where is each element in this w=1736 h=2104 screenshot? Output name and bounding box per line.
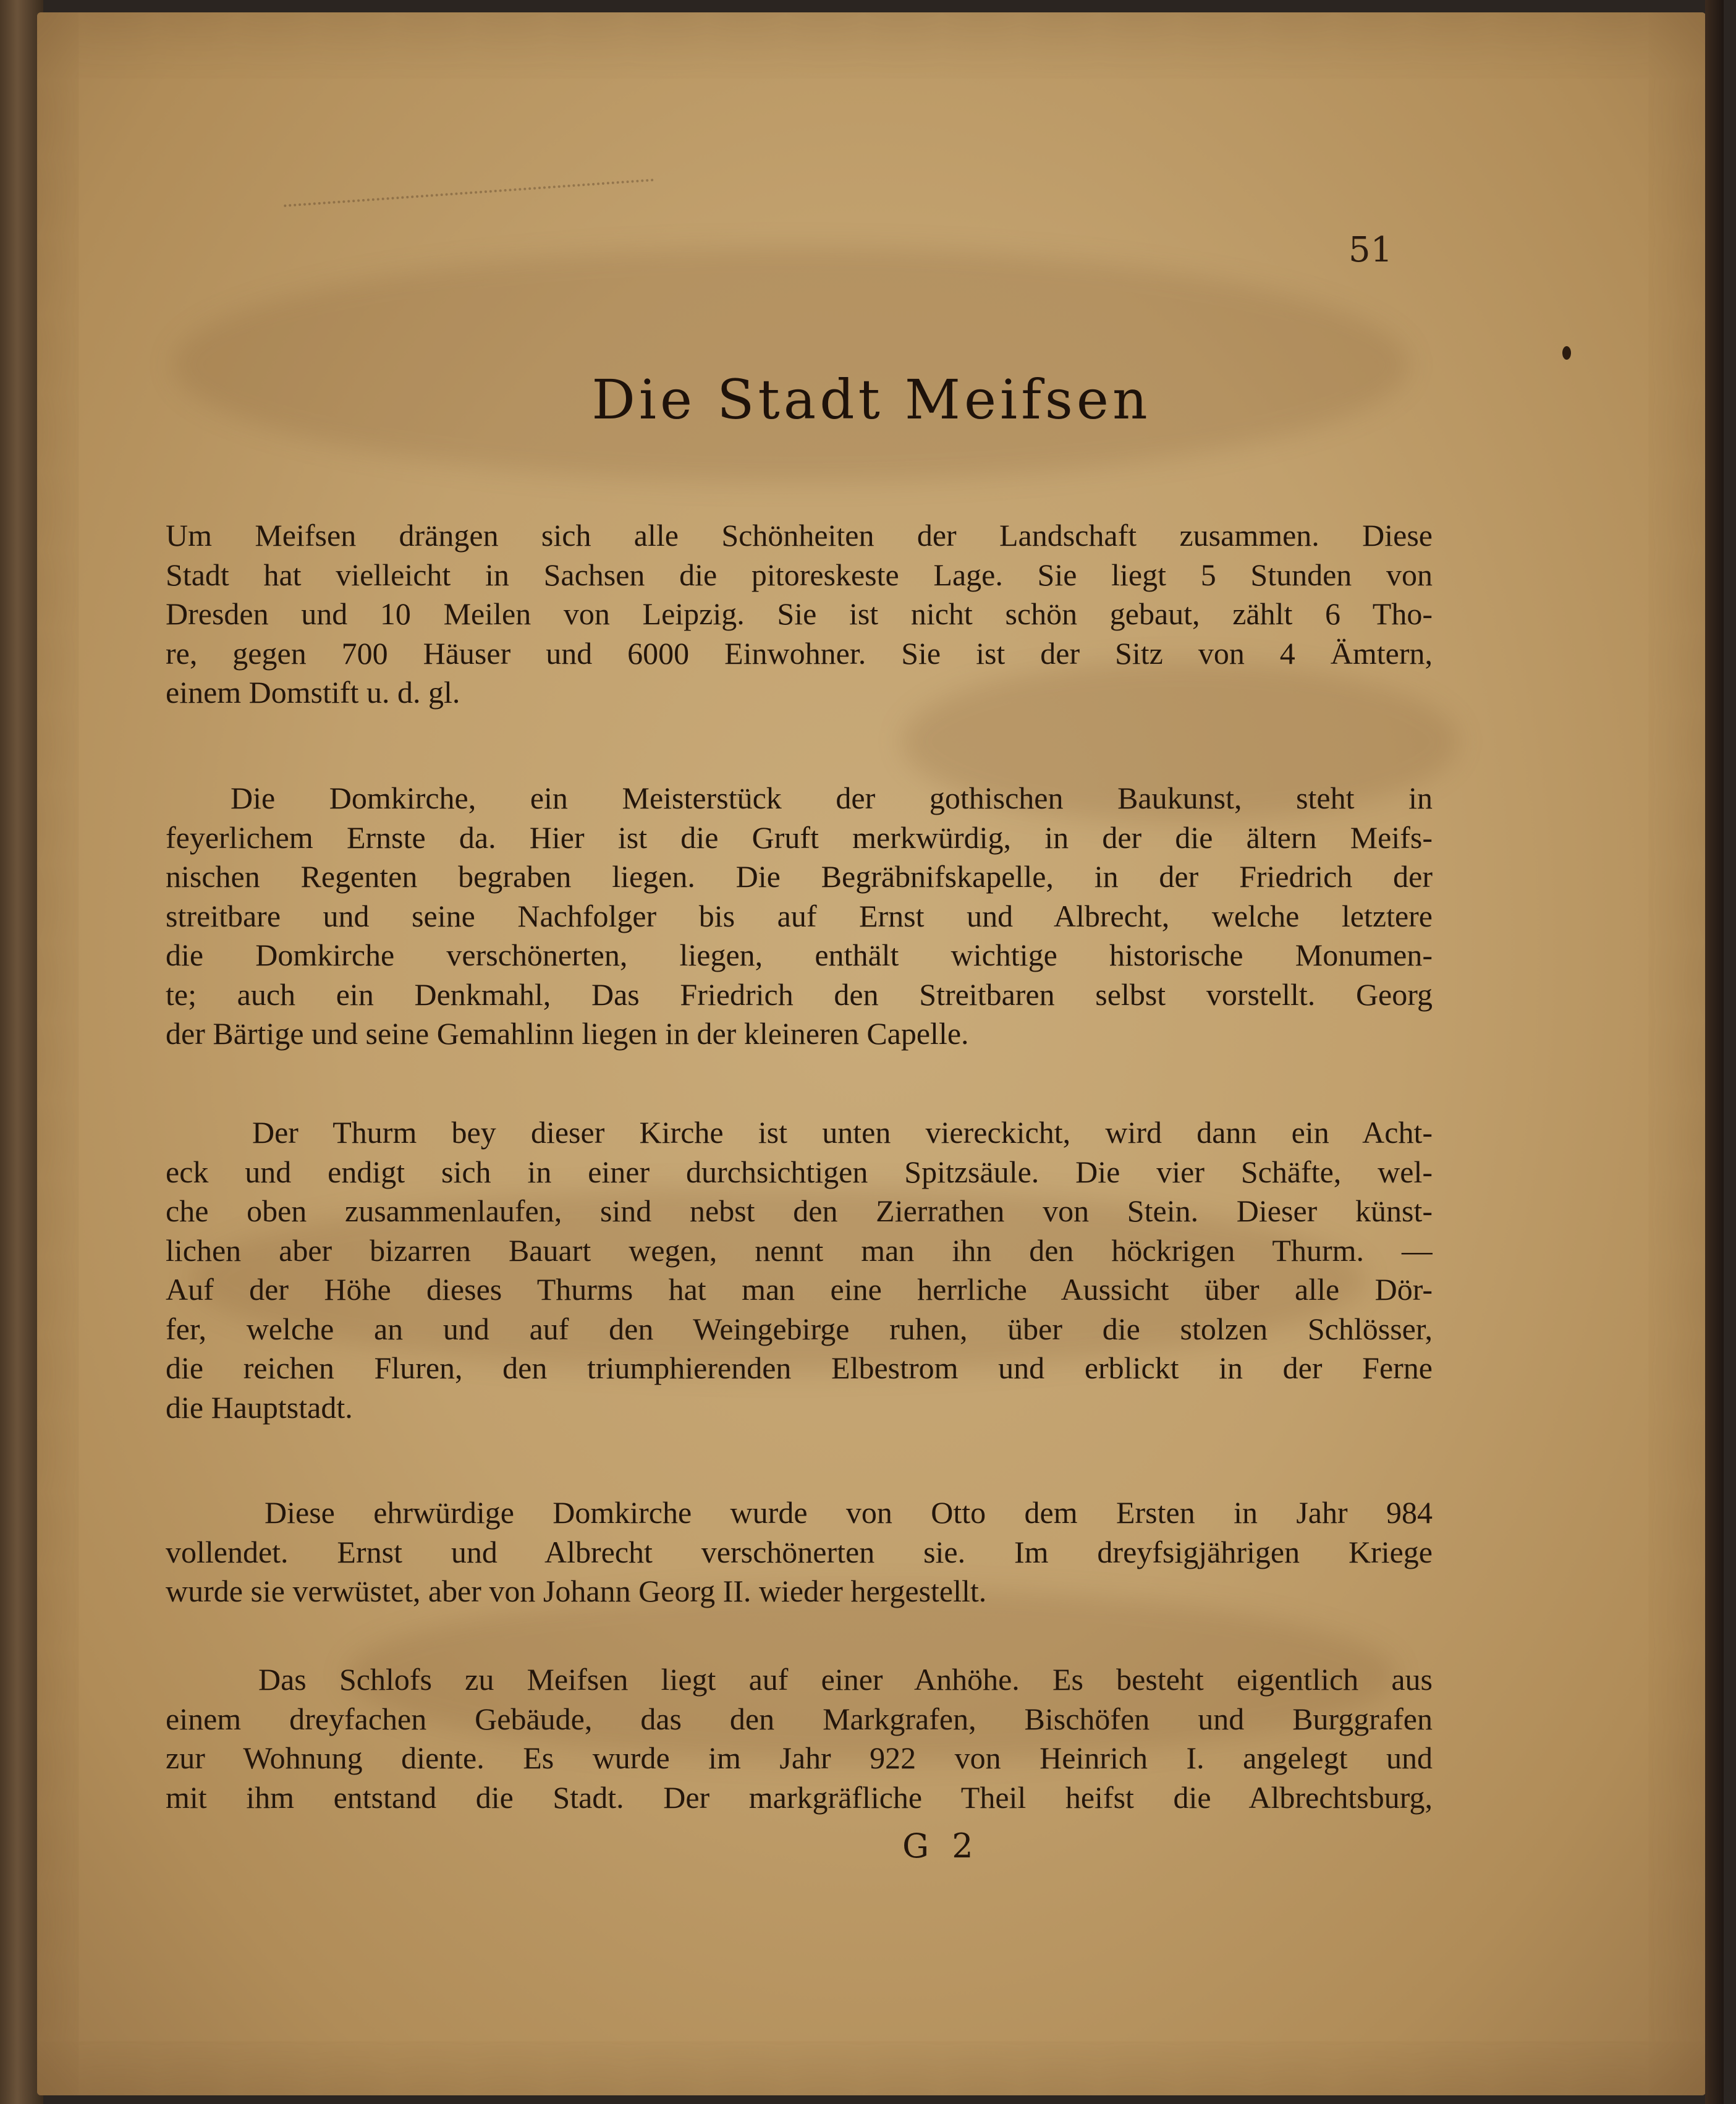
text-line: wurde sie verwüstet, aber von Johann Georg II. wieder hergestellt. bbox=[166, 1574, 987, 1608]
text-line: die reichen Fluren, den triumphierenden Elbestrom und erblickt in der Ferne bbox=[166, 1351, 1433, 1385]
text-line: Die Domkirche, ein Meisterstück der gothischen Baukunst, steht in bbox=[231, 781, 1433, 815]
text-line: re, gegen 700 Häuser und 6000 Einwohner. Sie ist der Sitz von 4 Ämtern, bbox=[166, 635, 1433, 671]
text-line: Stadt hat vielleicht in Sachsen die pitoreskeste Lage. Sie liegt 5 Stunden von bbox=[166, 557, 1433, 592]
text-line: fer, welche an und auf den Weingebirge ruhen, über die stolzen Schlösser, bbox=[166, 1311, 1433, 1346]
text-line: einem dreyfachen Gebäude, das den Markgrafen, Bischöfen und Burggrafen bbox=[166, 1701, 1433, 1736]
chapter-title: Die Stadt Meifsen bbox=[591, 368, 1151, 431]
text-line: einem Domstift u. d. gl. bbox=[166, 675, 460, 710]
text-line: Das Schlofs zu Meifsen liegt auf einer Anhöhe. Es besteht eigentlich aus bbox=[258, 1662, 1433, 1697]
faint-ink-marks bbox=[284, 179, 656, 232]
text-line: die Domkirche verschönerten, liegen, enthält wichtige historische Monumen- bbox=[166, 938, 1433, 972]
text-line: lichen aber bizarren Bauart wegen, nennt man ihn den höckrigen Thurm. — bbox=[166, 1232, 1433, 1268]
text-line: Auf der Höhe dieses Thurms hat man eine herrliche Aussicht über alle Dör- bbox=[166, 1272, 1433, 1307]
printer-signature-mark: G 2 bbox=[902, 1826, 980, 1865]
bleed-through-stain bbox=[173, 247, 1409, 482]
text-line: eck und endigt sich in einer durchsichtigen Spitzsäule. Die vier Schäfte, wel- bbox=[166, 1154, 1433, 1189]
text-line: die Hauptstadt. bbox=[166, 1389, 353, 1425]
text-line: nischen Regenten begraben liegen. Die Begräbnifskapelle, in der Friedrich der bbox=[166, 859, 1433, 894]
text-line: te; auch ein Denkmahl, Das Friedrich den Streitbaren selbst vorstellt. Georg bbox=[166, 977, 1433, 1012]
paragraph-3 bbox=[166, 1113, 1433, 1427]
text-line: der Bärtige und seine Gemahlinn liegen in der kleineren Capelle. bbox=[166, 1016, 969, 1051]
text-line: Dresden und 10 Meilen von Leipzig. Sie ist nicht schön gebaut, zählt 6 Tho- bbox=[166, 596, 1433, 631]
text-line: Diese ehrwürdige Domkirche wurde von Otto dem Ersten in Jahr 984 bbox=[265, 1495, 1433, 1530]
paragraph-5 bbox=[166, 1660, 1433, 1817]
text-line: vollendet. Ernst und Albrecht verschönerten sie. Im dreyfsigjährigen Kriege bbox=[166, 1534, 1433, 1569]
text-line: Um Meifsen drängen sich alle Schönheiten der Landschaft zusammen. Diese bbox=[166, 518, 1433, 553]
text-line: streitbare und seine Nachfolger bis auf Ernst und Albrecht, welche letztere bbox=[166, 898, 1433, 933]
text-line: che oben zusammenlaufen, sind nebst den Zierrathen von Stein. Dieser künst- bbox=[166, 1194, 1433, 1228]
page-number: 51 bbox=[1349, 230, 1393, 270]
page-edge-shadow bbox=[1705, 0, 1724, 2104]
text-line: Der Thurm bey dieser Kirche ist unten viereckicht, wird dann ein Acht- bbox=[252, 1115, 1433, 1150]
ink-dot bbox=[1562, 346, 1571, 360]
paragraph-4 bbox=[166, 1493, 1433, 1611]
text-line: feyerlichem Ernste da. Hier ist die Gruft merkwürdig, in der die ältern Meifs- bbox=[166, 820, 1433, 855]
paragraph-1 bbox=[166, 516, 1433, 713]
paper-sheet bbox=[37, 12, 1706, 2095]
paragraph-2 bbox=[166, 779, 1433, 1054]
text-line: mit ihm entstand die Stadt. Der markgräfliche Theil heifst die Albrechtsburg, bbox=[166, 1779, 1433, 1815]
text-line: zur Wohnung diente. Es wurde im Jahr 922 von Heinrich I. angelegt und bbox=[166, 1741, 1433, 1775]
